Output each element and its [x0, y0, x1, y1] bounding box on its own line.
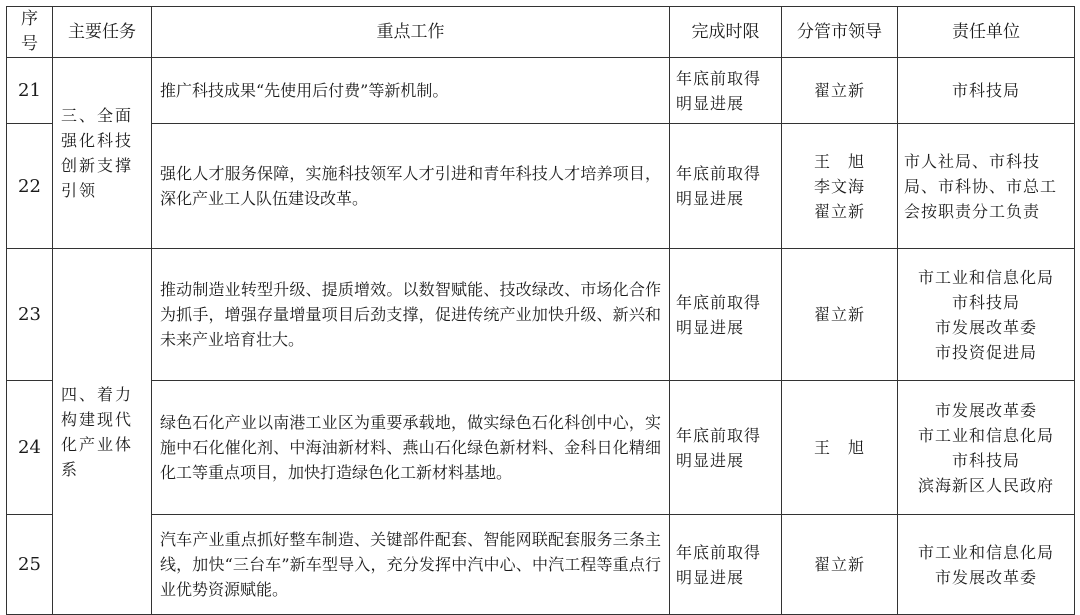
unit-name: 市投资促进局 [934, 342, 1037, 362]
work-cell: 汽车产业重点抓好整车制造、关键部件配套、智能网联配套服务三条主线，加快“三台车”新车型导入，充分发挥中汽中心、中汽工程等重点行业优势资源赋能。 [152, 515, 670, 615]
unit-name: 滨海新区人民政府 [917, 475, 1054, 495]
unit-cell [898, 249, 1075, 381]
row-seq: 22 [7, 124, 53, 249]
unit-name: 市发展改革委 [934, 567, 1037, 587]
leader-name: 王 旭 [813, 438, 865, 457]
leader-name: 翟立新 [813, 201, 865, 221]
row-seq: 21 [7, 58, 53, 124]
leader-name: 王 旭 [813, 151, 865, 171]
row-seq: 24 [7, 381, 53, 515]
leader-cell [782, 58, 898, 124]
work-cell: 推广科技成果“先使用后付费”等新机制。 [152, 58, 670, 124]
unit-name: 市工业和信息化局 [917, 267, 1054, 287]
unit-cell [898, 124, 1075, 249]
time-cell: 年底前取得明显进展 [670, 381, 782, 515]
unit-name: 市工业和信息化局 [917, 425, 1054, 445]
task-cell: 四、着力构建现代化产业体系 [53, 249, 152, 615]
task-table [6, 6, 1075, 615]
header-work: 重点工作 [152, 7, 670, 58]
header-time: 完成时限 [670, 7, 782, 58]
unit-name: 市发展改革委 [934, 317, 1037, 337]
unit-name: 市发展改革委 [934, 400, 1037, 420]
unit-name: 市工业和信息化局 [917, 542, 1054, 562]
unit-name: 市科技局 [951, 81, 1020, 100]
time-cell: 年底前取得明显进展 [670, 515, 782, 615]
leader-name: 翟立新 [813, 305, 865, 324]
table-row [7, 249, 1075, 381]
row-seq: 23 [7, 249, 53, 381]
time-cell: 年底前取得明显进展 [670, 124, 782, 249]
table-row [7, 515, 1075, 615]
row-seq: 25 [7, 515, 53, 615]
leader-cell [782, 124, 898, 249]
header-task: 主要任务 [53, 7, 152, 58]
work-cell: 绿色石化产业以南港工业区为重要承载地，做实绿色石化科创中心，实施中石化催化剂、中海油新材料、燕山石化绿色新材料、金科日化精细化工等重点项目，加快打造绿色化工新材料基地。 [152, 381, 670, 515]
header-leader: 分管市领导 [782, 7, 898, 58]
unit-name: 市人社局、市科技局、市科协、市总工会按职责分工负责 [904, 151, 1058, 221]
time-cell: 年底前取得明显进展 [670, 249, 782, 381]
leader-cell [782, 381, 898, 515]
table-row [7, 381, 1075, 515]
table-row [7, 58, 1075, 124]
unit-cell [898, 515, 1075, 615]
unit-name: 市科技局 [951, 450, 1020, 470]
task-cell: 三、全面强化科技创新支撑引领 [53, 58, 152, 249]
table-row [7, 124, 1075, 249]
unit-name: 市科技局 [951, 292, 1020, 312]
leader-cell [782, 249, 898, 381]
header-seq: 序号 [7, 7, 53, 58]
unit-cell [898, 381, 1075, 515]
header-row [7, 7, 1075, 58]
header-unit: 责任单位 [898, 7, 1075, 58]
work-cell: 强化人才服务保障，实施科技领军人才引进和青年科技人才培养项目，深化产业工人队伍建设改革。 [152, 124, 670, 249]
leader-name: 翟立新 [813, 81, 865, 100]
leader-name: 翟立新 [813, 555, 865, 574]
work-cell: 推动制造业转型升级、提质增效。以数智赋能、技改绿改、市场化合作为抓手，增强存量增量项目后劲支撑，促进传统产业加快升级、新兴和未来产业培育壮大。 [152, 249, 670, 381]
leader-cell [782, 515, 898, 615]
time-cell: 年底前取得明显进展 [670, 58, 782, 124]
leader-name: 李文海 [813, 176, 865, 196]
unit-cell [898, 58, 1075, 124]
